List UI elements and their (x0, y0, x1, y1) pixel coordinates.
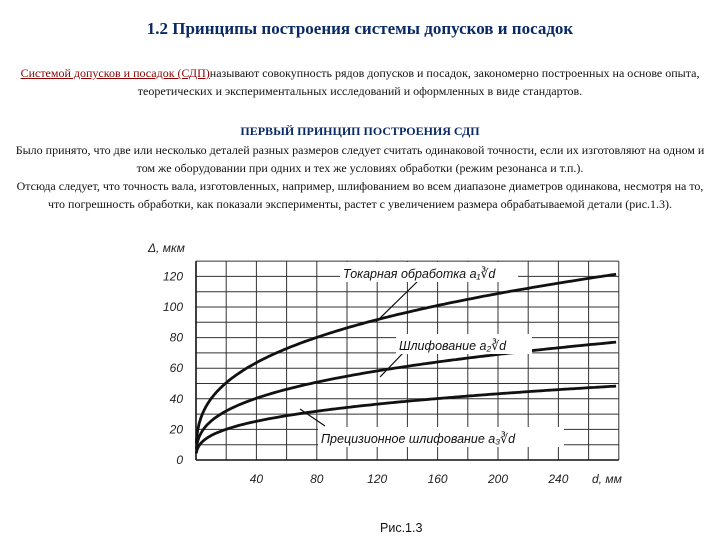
x-axis-label: d, мм (592, 472, 622, 486)
x-tick-label: 40 (249, 472, 264, 486)
section-subheading: ПЕРВЫЙ ПРИНЦИП ПОСТРОЕНИЯ СДП (240, 124, 480, 138)
definition-text: называют совокупность рядов допусков и посадок, закономерно построенных на основе опыта, теоретических и экспериментальных исследований и оформленных в виде стандартов. (137, 66, 700, 98)
y-tick-label: 80 (169, 330, 183, 345)
figure-caption: Рис.1.3 (380, 521, 423, 535)
y-tick-label: 40 (169, 391, 183, 406)
leader-grinding (380, 351, 405, 377)
label-grinding: Шлифование a₂∛d (399, 339, 507, 353)
y-tick-label: 20 (169, 422, 183, 437)
label-precision: Прецизионное шлифование a₃∛d (321, 432, 516, 446)
y-tick-label: 60 (169, 361, 183, 376)
x-tick-label: 160 (427, 472, 448, 486)
page-title: 1.2 Принципы построения системы допусков и посадок (146, 19, 574, 38)
y-tick-label: 120 (162, 269, 183, 284)
paragraph-2: Отсюда следует, что точность вала, изготовленных, например, шлифованием во всем диапазоне диаметров одинакова, несмотря на то, что погрешность обработки, как показали эксперименты, растет с увеличением размера обрабатываемой детали (рис.1.3). (16, 179, 704, 211)
x-tick-label: 80 (310, 472, 324, 486)
x-tick-label: 120 (367, 472, 388, 486)
curve-turning (196, 274, 616, 443)
paragraph-1: Было принято, что две или несколько деталей разных размеров следует считать одинаковой точности, если их изготовляют на одном и том же оборудовании при одних и тех же условиях обработки (режим резонанса и т.п.). (15, 143, 705, 175)
x-tick-label: 200 (487, 472, 509, 486)
chart-curves (196, 274, 616, 453)
label-turning: Токарная обработка a₁∛d (343, 267, 496, 281)
chart-tick-labels (163, 269, 569, 486)
definition-link[interactable]: Системой допусков и посадок (СДП) (20, 66, 210, 80)
y-axis-label: Δ, мкм (148, 241, 185, 255)
y-tick-label: 0 (176, 453, 183, 467)
x-tick-label: 240 (548, 472, 569, 486)
y-tick-label: 100 (162, 300, 183, 314)
